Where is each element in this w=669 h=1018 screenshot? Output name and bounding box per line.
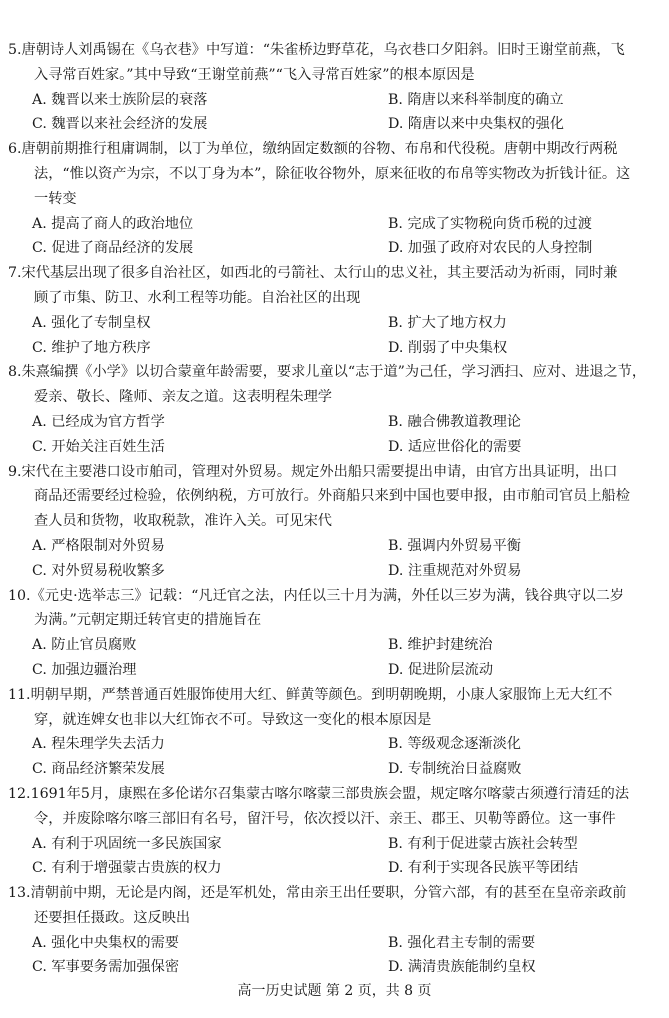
answer-option-a: A. 严格限制对外贸易 (32, 537, 165, 554)
answer-options (8, 931, 657, 981)
question-stem-line: 11.明朝早期，严禁普通百姓服饰使用大红、鲜黄等颜色。到明朝晚期，小康人家服饰上无大红不 (8, 686, 613, 703)
question-list (8, 38, 657, 980)
answer-option-d: D. 专制统治日益腐败 (388, 761, 522, 778)
question-8 (8, 360, 657, 459)
answer-option-b: B. 有利于促进蒙古族社会转型 (388, 835, 578, 852)
question-stem-line: 6.唐朝前期推行租庸调制，以丁为单位，缴纳固定数额的谷物、布帛和代役税。唐朝中期改行两税 (8, 141, 618, 158)
question-stem-line: 爱亲、敬长、隆师、亲友之道。这表明程朱理学 (34, 389, 332, 406)
answer-option-a: A. 防止官员腐败 (32, 637, 137, 654)
answer-option-d: D. 满清贵族能制约皇权 (388, 959, 536, 976)
question-stem-line: 8.朱熹编撰《小学》以切合蒙童年龄需要，要求儿童以“志于道”为己任，学习洒扫、应对、进退之节， (8, 364, 647, 381)
answer-options (8, 633, 657, 683)
question-5 (8, 38, 657, 137)
question-10 (8, 584, 657, 683)
answer-option-c: C. 维护了地方秩序 (32, 339, 151, 356)
answer-option-a: A. 强化中央集权的需要 (32, 934, 179, 951)
question-stem-line: 12.1691年5月，康熙在多伦诺尔召集蒙古喀尔喀蒙三部贵族会盟，规定喀尔喀蒙古须遵行清廷的法 (8, 785, 630, 802)
answer-option-a: A. 提高了商人的政治地位 (32, 215, 194, 232)
answer-options (8, 732, 657, 782)
question-stem-line: 查人员和货物，收取税款，准许入关。可见宋代 (34, 513, 332, 530)
question-stem-line: 法，“惟以资产为宗，不以丁身为本”，除征收谷物外，原来征收的布帛等实物改为折钱计征。这 (34, 165, 631, 182)
answer-options (8, 832, 657, 882)
question-stem-line: 令，并废除喀尔喀三部旧有名号，留汗号，依次授以汗、亲王、郡王、贝勒等爵位。这一事件 (34, 810, 616, 827)
answer-option-b: B. 强调内外贸易平衡 (388, 537, 521, 554)
answer-option-d: D. 有利于实现各民族平等团结 (388, 860, 579, 877)
question-stem-line: 顾了市集、防卫、水利工程等功能。自治社区的出现 (34, 289, 361, 306)
question-stem-line: 9.宋代在主要港口设市舶司，管理对外贸易。规定外出船只需要提出申请，由官方出具证明，出口 (8, 463, 618, 480)
answer-option-b: B. 维护封建统治 (388, 637, 493, 654)
answer-option-b: B. 等级观念逐渐淡化 (388, 736, 521, 753)
answer-options (8, 311, 657, 361)
answer-option-c: C. 对外贸易税收繁多 (32, 562, 165, 579)
question-stem-line: 10.《元史·选举志三》记载：“凡迁官之法，内任以三十月为满，外任以三岁为满，钱谷典守以二岁 (8, 587, 625, 604)
answer-option-c: C. 有利于增强蒙古贵族的权力 (32, 860, 222, 877)
question-stem-line: 7.宋代基层出现了很多自治社区，如西北的弓箭社、太行山的忠义社，其主要活动为祈雨，同时兼 (8, 265, 618, 282)
answer-option-b: B. 强化君主专制的需要 (388, 934, 536, 951)
answer-option-d: D. 削弱了中央集权 (388, 339, 508, 356)
question-stem-line: 13.清朝前中期，无论是内阁，还是军机处，常由亲王出任要职，分管六部，有的甚至在皇帝亲政前 (8, 885, 627, 902)
question-7 (8, 261, 657, 360)
answer-options (8, 534, 657, 584)
answer-option-a: A. 有利于巩固统一多民族国家 (32, 835, 222, 852)
answer-option-c: C. 促进了商品经济的发展 (32, 240, 194, 257)
answer-option-c: C. 商品经济繁荣发展 (32, 761, 165, 778)
answer-options (8, 88, 657, 138)
page-footer: 高一历史试题 第 2 页，共 8 页 (237, 983, 432, 999)
answer-option-a: A. 程朱理学失去活力 (32, 736, 165, 753)
question-12 (8, 782, 657, 881)
question-stem-line: 5.唐朝诗人刘禹锡在《乌衣巷》中写道：“朱雀桥边野草花，乌衣巷口夕阳斜。旧时王谢堂前燕，飞 (8, 42, 625, 58)
question-stem-line: 商品还需要经过检验，依例纳税，方可放行。外商船只来到中国也要申报，由市舶司官员上船检 (34, 488, 630, 505)
answer-option-b: B. 融合佛教道教理论 (388, 413, 521, 430)
question-11 (8, 683, 657, 782)
answer-option-d: D. 促进阶层流动 (388, 661, 494, 678)
answer-option-d: D. 注重规范对外贸易 (388, 562, 522, 579)
question-stem-line: 一转变 (34, 190, 77, 207)
answer-option-a: A. 魏晋以来士族阶层的衰落 (32, 91, 208, 108)
answer-option-b: B. 扩大了地方权力 (388, 314, 507, 331)
answer-option-d: D. 适应世俗化的需要 (388, 438, 522, 455)
answer-option-c: C. 加强边疆治理 (32, 661, 137, 678)
answer-option-c: C. 开始关注百姓生活 (32, 438, 165, 455)
answer-option-b: B. 隋唐以来科举制度的确立 (388, 91, 564, 108)
answer-options (8, 212, 657, 262)
answer-option-a: A. 强化了专制皇权 (32, 314, 151, 331)
question-stem-line: 还要担任摄政。这反映出 (34, 909, 191, 926)
answer-options (8, 410, 657, 460)
answer-option-a: A. 已经成为官方哲学 (32, 413, 165, 430)
answer-option-d: D. 加强了政府对农民的人身控制 (388, 240, 593, 257)
answer-option-b: B. 完成了实物税向货币税的过渡 (388, 215, 592, 232)
question-stem-line: 入寻常百姓家。”其中导致“王谢堂前燕”“飞入寻常百姓家”的根本原因是 (34, 66, 475, 83)
question-13 (8, 881, 657, 980)
question-9 (8, 460, 657, 584)
question-stem-line: 穿，就连婢女也非以大红饰衣不可。导致这一变化的根本原因是 (34, 711, 432, 728)
question-stem-line: 为满。”元朝定期迁转官吏的措施旨在 (34, 612, 262, 629)
answer-option-c: C. 魏晋以来社会经济的发展 (32, 116, 208, 133)
question-6 (8, 137, 657, 261)
answer-option-c: C. 军事要务需加强保密 (32, 959, 180, 976)
answer-option-d: D. 隋唐以来中央集权的强化 (388, 116, 564, 133)
